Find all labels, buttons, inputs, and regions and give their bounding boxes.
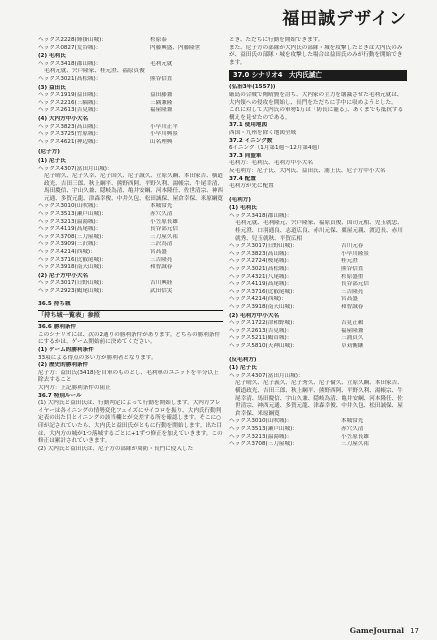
roster-row	[229, 320, 407, 328]
anti-body-right: 尼子晴久、尼子義久、尼子秀久、尼子倫久、立原久綱、本田家吉、横道政光、吉田三郎、秋上綱平、熊野西阿、平野久利、湯帳宗、牛尾幸清、馬田慶信、宇山久兼、隠岐為清、亀井安綱、河本隆任、佐世清宗、神西元通、多賀元龍、津森幸俊、中井久包、松田誠保、屋倉幸保、米原綱寛	[235, 380, 403, 417]
castle-hex: ヘックス3010(山吹城)：	[38, 203, 102, 210]
castle-commander: 益田藤兼	[150, 92, 173, 99]
castle-hex: ヘックス3017(日野山城)：	[229, 243, 298, 250]
castle-hex: ヘックス3418(郡山城)：	[38, 60, 102, 67]
roster-row	[38, 257, 223, 265]
castle-commander: 和智誠春	[150, 264, 173, 271]
rules-section	[38, 301, 223, 454]
castle-hex: ヘックス5211(鶴首城)：	[229, 335, 293, 342]
castle-hex: ヘックス2613(吉見城)：	[229, 327, 293, 334]
castle-commander: 三刀屋久祐	[150, 233, 178, 240]
castle-commander: 三浦貞久	[341, 335, 364, 342]
castle-commander: 赤穴久清	[150, 211, 173, 218]
roster-row	[38, 234, 223, 242]
section-heading: 37.1 使用地図	[229, 122, 268, 129]
castle-hex: ヘックス2923(鶴尾山城)：	[38, 288, 107, 294]
scenario4-section	[229, 84, 407, 190]
roster-row	[229, 281, 407, 289]
castle-commander: 小早川興景	[150, 131, 178, 138]
roster-row	[229, 258, 407, 266]
anti-intro-right: ヘックス4307(富田月山城)：	[229, 372, 304, 379]
castle-hex: ヘックス4621(神辺城)：	[38, 138, 102, 145]
castle-hex: ヘックス3716(比叡尾城)：	[38, 256, 107, 263]
castle-commander: 長谷部元信	[341, 281, 369, 288]
section-heading: 36.5 持ち城	[38, 300, 71, 307]
castle-commander: 吉見正頼	[341, 320, 364, 327]
paragraph: これに対して大内氏の軍勢1万は「防長に籠る」、あくまでも抵抗する構えを見せたのである。	[229, 107, 404, 121]
roster-row	[38, 264, 223, 272]
anti-rows-left	[38, 203, 223, 271]
section-heading: (2) 歴史的勝利条件	[38, 362, 89, 369]
castle-hex: ヘックス4214(西城)：	[38, 249, 96, 256]
roster-subheading: (2) 毛利氏	[38, 53, 66, 60]
roster-members: 毛利元就、宍戸隆家、桂元澄、福原貞俊	[44, 68, 145, 75]
castle-commander: 桂元澄	[341, 258, 358, 265]
castle-hex: ヘックス4321(八尾城)：	[229, 273, 293, 280]
castle-hex: ヘックス3021(高松城)：	[229, 266, 293, 273]
castle-hex: ヘックス2228(姉掛山城)：	[38, 37, 107, 43]
castle-hex: ヘックス0827(荒谷城)：	[38, 44, 102, 51]
castle-hex: ヘックス3918(南天山城)：	[38, 264, 107, 271]
roster-row	[38, 100, 223, 108]
castle-hex: ヘックス3213(温湯城)：	[229, 433, 293, 440]
mori-rows	[229, 243, 407, 311]
castle-commander: 熊谷信直	[341, 266, 364, 273]
castle-commander: 吉川興経	[150, 280, 173, 287]
section-heading: 36.7 特別ルール	[38, 392, 82, 399]
castle-commander: 宮高盛	[150, 249, 167, 256]
roster-row	[38, 37, 223, 45]
castle-hex: ヘックス3213(温湯城)：	[38, 218, 102, 225]
roster-row	[229, 441, 407, 449]
paragraph: このシナリオには、次の2通りの勝利条件があります。どちらの勝利条件にするかは、ゲーム開始前に決めてください。	[38, 331, 221, 346]
section-heading: 36.6 勝利条件	[38, 324, 77, 331]
anti-header-right: (反毛利方)	[229, 356, 257, 363]
castle-commander: 熊谷信直	[150, 75, 173, 82]
anti-intro-left: ヘックス4307(富田月山城)：	[38, 165, 113, 172]
paragraph: 毛利方：毛利氏、毛利方中小大名	[229, 160, 313, 167]
castle-hex: ヘックス3513(瀬戸山城)：	[38, 211, 107, 218]
castle-hex: ヘックス4119(高尾城)：	[229, 281, 293, 288]
anti-sub2-left: (2) 尼子方中小大名	[38, 272, 89, 279]
roster-row	[229, 289, 407, 297]
mori-sub1: (1) 毛利氏	[229, 205, 257, 212]
paragraph: 大内方：上記勝利条件の阻止	[38, 384, 111, 391]
roster-row	[38, 107, 223, 115]
roster-row	[38, 76, 223, 84]
paragraph: (2) 大内氏と益田氏は、尼子方の部隊が周防・長門に侵入した	[38, 445, 194, 452]
castle-commander: 福屋隆兼	[150, 107, 173, 114]
roster-row	[38, 131, 223, 139]
castle-hex: ヘックス2613(吉見城)：	[38, 107, 102, 114]
castle-hex: ヘックス3021(高松城)：	[38, 75, 102, 82]
castle-hex: ヘックス3725(竹原城)：	[38, 131, 102, 138]
castle-hex: ヘックス3010(山吹城)：	[229, 418, 293, 425]
roster-row	[229, 335, 407, 343]
roster-subheading: (3) 益田氏	[38, 84, 66, 91]
roster-row	[38, 45, 223, 53]
mori-body: 毛利元就、毛利隆元、宍戸隆家、福原貞俊、国司元相、児玉就忠、桂元澄、口羽通良、志道広良、赤川元保、粟屋元親、渡辺長、赤川就秀、兒玉就秋、平賀広相	[235, 220, 403, 242]
roster-row	[229, 274, 407, 282]
paragraph: 尼子方：益田氏(3418)を自軍のものとし、毛利軍のユニットを半分以上除去すること	[38, 369, 219, 384]
section-heading: (弘治3年(1557))	[229, 84, 276, 91]
paragraph: 西国・九州を除く地図全域	[229, 129, 297, 136]
castle-commander: 杉原泰	[150, 37, 167, 43]
castle-hex: ヘックス3708(三刀屋城)：	[38, 233, 107, 240]
section-heading: 37.4 配置	[229, 175, 256, 182]
roster-row	[38, 124, 223, 132]
paragraph: 厳島の合戦で陶晴賢を討ち、大内家の主力を壊滅させた毛利元就は、大内領への侵攻を開始し、長門をただちに手中に収めようとした。	[229, 91, 403, 106]
castle-hex: ヘックス3918(南天山城)：	[229, 304, 298, 310]
castle-commander: 杉原盛重	[341, 273, 364, 280]
roster-row	[229, 243, 407, 251]
castle-commander: 小早川隆景	[341, 250, 369, 257]
roster-row	[229, 418, 407, 426]
left-column	[38, 37, 223, 453]
roster-row	[229, 296, 407, 304]
castle-commander: 本城常光	[150, 203, 173, 210]
castle-hex: ヘックス4214(西城)：	[229, 296, 287, 303]
roster-row	[38, 61, 223, 69]
castle-commander: 草苅衡継	[341, 342, 364, 349]
castle-hex: ヘックス1919(益田城)：	[38, 92, 102, 99]
castle-hex: ヘックス3823(高山城)：	[38, 123, 102, 130]
magazine-logo: GameJournal	[349, 626, 405, 635]
castle-commander: 和智誠春	[341, 304, 364, 310]
anti-sub1-left: (1) 尼子氏	[38, 157, 66, 164]
castle-commander: 山名理興	[150, 138, 173, 145]
section-heading: 37.3 同盟軍	[229, 152, 262, 159]
castle-hex: ヘックス4119(高尾城)：	[38, 226, 102, 233]
castle-hex: ヘックス3708(三刀屋城)：	[229, 441, 298, 448]
section-heading: (1) ゲーム的勝利条件	[38, 346, 94, 353]
castle-hex: ヘックス3909(三沢城)：	[38, 241, 102, 248]
anti-sub1-right: (1) 尼子氏	[229, 365, 257, 372]
castle-commander: 毛利元就	[150, 60, 173, 67]
castle-commander: 赤穴久清	[341, 425, 364, 432]
roster-row	[229, 251, 407, 259]
castle-commander: 三刀屋久祐	[341, 441, 369, 448]
roster-row	[229, 426, 407, 434]
castle-hex: ヘックス5810(天神山城)：	[229, 342, 298, 349]
castle-commander: 吉川元春	[341, 243, 364, 250]
mori-sub2: (2) 毛利方中小大名	[229, 312, 280, 319]
paragraph: 毛利方が先に配置	[229, 183, 274, 190]
castle-commander: 長谷部元信	[150, 226, 178, 233]
roster-row	[38, 280, 223, 288]
right-column	[229, 37, 407, 449]
paragraph: 6イニング（1月第1週～12月第4週）	[229, 145, 323, 152]
roster-row	[38, 203, 223, 211]
roster-row	[229, 266, 407, 274]
castle-hex: ヘックス2724(桜尾城)：	[229, 258, 293, 265]
castle-commander: 福屋隆兼	[341, 327, 364, 334]
castle-commander: 小笠原長雄	[150, 218, 178, 225]
roster-row	[38, 211, 223, 219]
section-heading: 37.2 イニング数	[229, 137, 273, 144]
boxed-reference: 「持ち城一覧表」参照	[38, 310, 223, 322]
roster-row	[38, 241, 223, 249]
castle-hex: ヘックス2216(三隅城)：	[38, 99, 102, 106]
castle-hex: ヘックス3017(日野山城)：	[38, 280, 107, 287]
paragraph: 33項による得点の多い方が勝利者となります。	[38, 354, 157, 361]
castle-commander: 三隅兼隆	[150, 99, 173, 106]
scenario-banner: 37.0 シナリオ4 大内氏滅亡	[229, 70, 407, 81]
page-footer	[350, 626, 419, 636]
roster-row	[229, 304, 407, 312]
roster-row	[38, 92, 223, 100]
roster-row	[38, 226, 223, 234]
castle-commander: 内藤興盛、内藤隆世	[150, 44, 201, 51]
left-top-roster	[38, 37, 223, 146]
castle-commander: 三沢為清	[150, 241, 173, 248]
castle-commander: 三吉隆亮	[341, 288, 364, 295]
anti-rows-right	[229, 418, 407, 448]
roster-row	[229, 328, 407, 336]
anti-rows2-left	[38, 280, 223, 295]
castle-commander: 本城常光	[341, 418, 364, 425]
continued-paragraph: また、尼子方の部隊が大内氏の部隊・城を攻撃したときは大内氏のみが、益田氏の部隊・城を攻撃した場合は益田氏のみが行動を開始できます。	[229, 44, 403, 66]
castle-commander: 武田信実	[150, 288, 173, 294]
roster-row	[38, 139, 223, 147]
paragraph: (1) 大内氏と益田氏は、行動判定によって行動を開始します。大内方プレイヤーは各イニングの情勢変化フェイズにサイコロを振り、大内氏行動判定表の出た目とイニングの該当欄とが交差する所を確認します。そこに○印が記されていたら、大内氏と益田氏がともに行動を開始します。出た目は、大内方の城が1つ落城するごとに+1ずつ修正を加えていきます。この修正は累計されていきます。	[38, 400, 223, 445]
castle-hex: ヘックス1722(津和野城)：	[229, 320, 298, 327]
roster-row	[229, 434, 407, 442]
anti-body-left: 尼子晴久、尼子久幸、尼子国久、尼子誠久、立原久綱、本田家吉、横道政光、吉田三郎、秋上綱平、熊野西阿、平野久利、湯帳宗、牛尾幸清、馬田慶信、宇山久兼、隠岐為清、亀井安綱、河本隆任、佐世清宗、神西元通、多賀元龍、津森幸俊、中井久包、松田誠保、屋倉幸保、米原綱寛	[44, 173, 223, 202]
continued-paragraph: とき、ただちに行動を開始できます。	[229, 37, 324, 43]
roster-row	[229, 343, 407, 351]
mori-intro: ヘックス3418(郡山城)：	[229, 212, 293, 219]
roster-subheading: (4) 大内方中小大名	[38, 115, 89, 122]
castle-hex: ヘックス3823(高山城)：	[229, 250, 293, 257]
castle-commander: 小笠原長雄	[341, 433, 369, 440]
roster-row	[38, 288, 223, 296]
anti-header-left: (尼子方)	[38, 149, 60, 156]
paragraph: 反毛利方：尼子氏、大内氏、益田氏、浦上氏、尼子方中小大名	[229, 167, 386, 174]
castle-commander: 三吉隆亮	[150, 256, 173, 263]
mori-header: (毛利方)	[229, 196, 251, 203]
castle-hex: ヘックス3716(比叡尾城)：	[229, 288, 298, 295]
right-top-text	[229, 37, 407, 67]
castle-commander: 宮高盛	[341, 296, 358, 303]
castle-commander: 小早川正平	[150, 123, 178, 130]
page-number: 17	[410, 627, 419, 635]
castle-hex: ヘックス3513(瀬戸山城)：	[229, 425, 298, 432]
roster-row	[38, 249, 223, 257]
mori-rows2	[229, 320, 407, 350]
roster-row	[38, 219, 223, 227]
page-title: 福田誠デザイン	[282, 9, 407, 29]
